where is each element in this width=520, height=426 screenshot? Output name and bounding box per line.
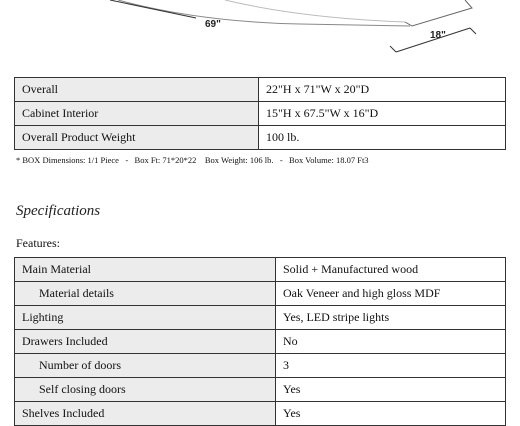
feature-value: Yes <box>276 378 506 402</box>
feature-value: No <box>276 330 506 354</box>
feature-label: Lighting <box>15 306 276 330</box>
feature-label: Main Material <box>15 258 276 282</box>
table-row <box>15 354 506 378</box>
table-row <box>15 402 506 426</box>
feature-value: Yes <box>276 402 506 426</box>
dimension-value: 22"H x 71"W x 20"D <box>259 78 506 102</box>
table-row <box>15 282 506 306</box>
feature-label: Material details <box>15 282 276 306</box>
features-label: Features: <box>16 236 60 250</box>
feature-value: Yes, LED stripe lights <box>276 306 506 330</box>
feature-label: Drawers Included <box>15 330 276 354</box>
dimension-value: 100 lb. <box>259 126 506 150</box>
depth-dimension-label: 18" <box>430 30 446 41</box>
feature-value: Oak Veneer and high gloss MDF <box>276 282 506 306</box>
features-table <box>14 257 506 426</box>
feature-value: 3 <box>276 354 506 378</box>
dimension-label: Overall <box>15 78 259 102</box>
width-dimension-label: 69" <box>205 19 221 30</box>
feature-label: Shelves Included <box>15 402 276 426</box>
table-row <box>15 330 506 354</box>
table-row <box>15 102 506 126</box>
table-row <box>15 126 506 150</box>
dimension-value: 15"H x 67.5"W x 16"D <box>259 102 506 126</box>
dimension-label: Cabinet Interior <box>15 102 259 126</box>
specifications-heading: Specifications <box>16 203 101 219</box>
dimension-label: Overall Product Weight <box>15 126 259 150</box>
product-dimension-drawing <box>0 0 520 60</box>
feature-label: Number of doors <box>15 354 276 378</box>
table-row <box>15 378 506 402</box>
feature-label: Self closing doors <box>15 378 276 402</box>
feature-value: Solid + Manufactured wood <box>276 258 506 282</box>
table-row <box>15 78 506 102</box>
box-dimensions-note: * BOX Dimensions: 1/1 Piece - Box Ft: 71*20*22 Box Weight: 106 lb. - Box Volume: 18.07 Ft3 <box>16 155 369 165</box>
table-row <box>15 258 506 282</box>
dimensions-table <box>14 77 506 150</box>
table-row <box>15 306 506 330</box>
